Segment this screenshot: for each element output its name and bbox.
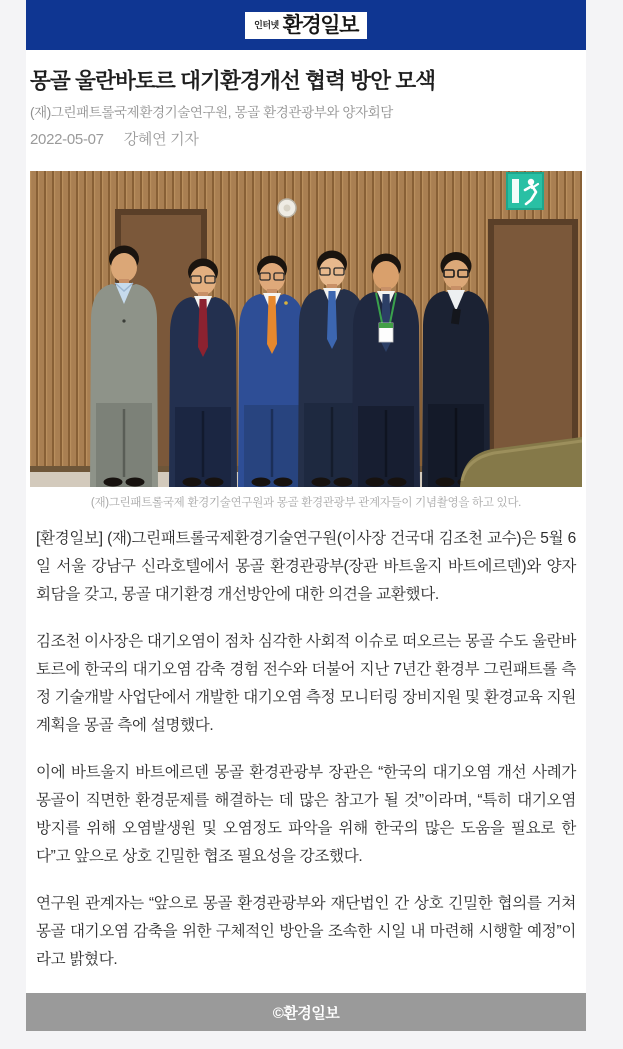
- site-logo-title: 환경일보: [282, 13, 358, 37]
- body-paragraph: 연구원 관계자는 “앞으로 몽골 환경관광부와 재단법인 간 상호 긴밀한 협의를 거쳐 몽골 대기오염 감축을 위한 구체적인 방안을 조속한 시일 내 마련해 시행할 예정”이라고 밝혔다.: [36, 895, 576, 968]
- reporter-name: 강혜연 기자: [123, 131, 199, 148]
- copyright-text: ©환경일보: [272, 1004, 340, 1022]
- body-paragraph: 김조천 이사장은 대기오염이 점차 심각한 사회적 이슈로 떠오르는 몽골 수도 울란바토르에 한국의 대기오염 감축 경험 전수와 더불어 지난 7년간 환경부 그린패트롤 측정 기술개발 사업단에서 개발한 대기오염 측정 모니터링 장비지원 및 환경교육 지원 계획을 몽골 측에 설명했다.: [36, 633, 576, 734]
- copyright-bar: [26, 993, 586, 1031]
- content-column: [26, 0, 586, 1031]
- wall-thermostat: [278, 199, 296, 217]
- photo-caption: (재)그린패트롤국제 환경기술연구원과 몽골 환경관광부 관계자들이 기념촬영을 하고 있다.: [90, 497, 522, 509]
- article-photo-image: [30, 171, 582, 487]
- site-logo[interactable]: [245, 12, 367, 39]
- right-door: [488, 219, 578, 467]
- article-card: [26, 50, 586, 1031]
- article-title: 몽골 울란바토르 대기환경개선 협력 방안 모색: [30, 69, 436, 93]
- site-header: [26, 0, 586, 50]
- article-dateline: [30, 130, 582, 149]
- body-paragraph: [환경일보] (재)그린패트롤국제환경기술연구원(이사장 건국대 김조천 교수)은 5월 6일 서울 강남구 신라호텔에서 몽골 환경관광부(장관 바트울지 바트에르덴)와 양자회담을 갖고, 몽골 대기환경 개선방안에 대한 의견을 교환했다.: [36, 530, 576, 603]
- article-body: [36, 525, 576, 974]
- group-photo-illustration: [30, 171, 582, 487]
- article-subtitle: (재)그린패트롤국제환경기술연구원, 몽골 환경관광부와 양자회담: [30, 105, 393, 120]
- exit-sign-icon: [506, 172, 544, 210]
- publish-date: 2022-05-07: [30, 131, 104, 148]
- article-photo-figure: [30, 171, 582, 510]
- body-paragraph: 이에 바트울지 바트에르덴 몽골 환경관광부 장관은 “한국의 대기오염 개선 사례가 몽골이 직면한 환경문제를 해결하는 데 많은 참고가 될 것”이라며, “특히 대기오염 방지를 위해 오염발생원 및 오염정도 파악을 위해 한국의 많은 도움을 필요로 한다”고 앞으로 상호 긴밀한 협조 필요성을 강조했다.: [36, 764, 576, 865]
- site-logo-prefix: 인터넷: [254, 19, 279, 30]
